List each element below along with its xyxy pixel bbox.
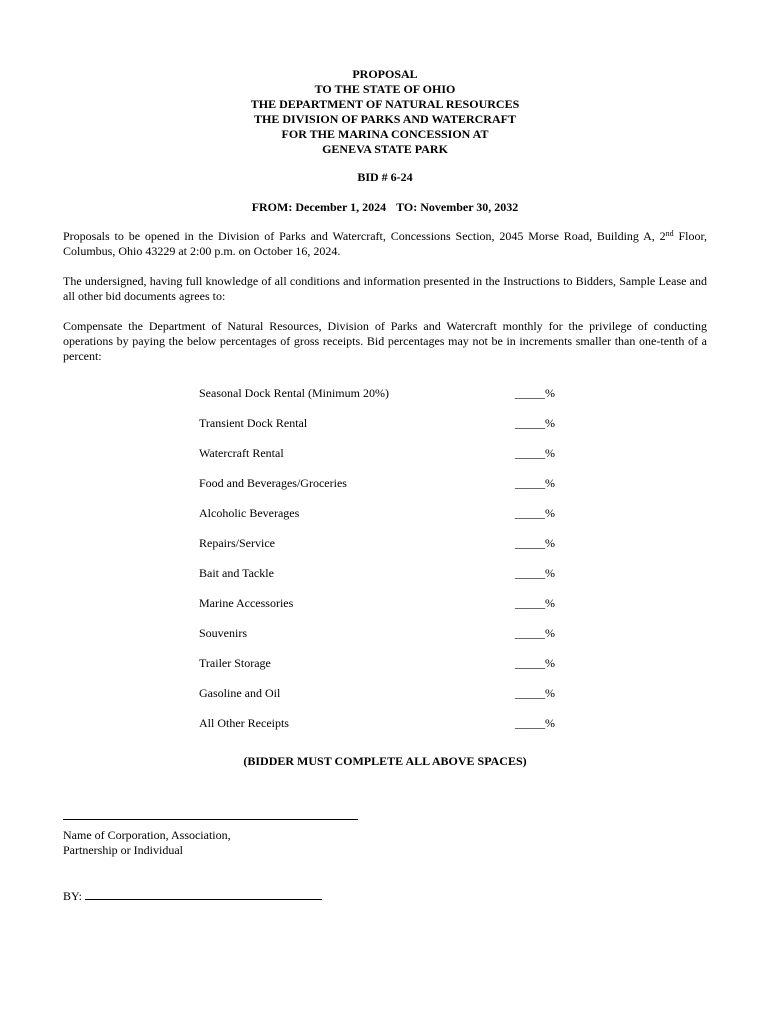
proposal-title	[0, 67, 770, 157]
rate-row	[199, 596, 579, 626]
rate-label: Repairs/Service	[199, 536, 275, 550]
rate-label: Seasonal Dock Rental (Minimum 20%)	[199, 386, 389, 400]
rate-blank-field[interactable]: _____%	[515, 596, 555, 610]
rate-row	[199, 566, 579, 596]
rate-row	[199, 656, 579, 686]
rate-row	[199, 446, 579, 476]
rate-row	[199, 476, 579, 506]
rate-blank-field[interactable]: _____%	[515, 566, 555, 580]
rate-blank-field[interactable]: _____%	[515, 446, 555, 460]
name-label-line2: Partnership or Individual	[63, 843, 183, 857]
rate-blank-field[interactable]: _____%	[515, 386, 555, 400]
rate-blank-field[interactable]: _____%	[515, 416, 555, 430]
title-line: PROPOSAL	[352, 67, 418, 81]
name-signature-label	[63, 828, 463, 858]
title-line: FOR THE MARINA CONCESSION AT	[281, 127, 489, 141]
rate-row	[199, 536, 579, 566]
title-line: THE DEPARTMENT OF NATURAL RESOURCES	[250, 97, 520, 111]
rate-blank-field[interactable]: _____%	[515, 536, 555, 550]
opening-text-pre: Proposals to be opened in the Division of Parks and Watercraft, Concessions Section, 2045 Morse Road, Building A, 2	[63, 229, 666, 243]
opening-text-post: Floor, Columbus, Ohio 43229 at 2:00 p.m. on October 16, 2024.	[63, 229, 707, 258]
rate-row	[199, 506, 579, 536]
rate-row	[199, 686, 579, 716]
rate-label: Transient Dock Rental	[199, 416, 308, 430]
rate-blank-field[interactable]: _____%	[515, 686, 555, 700]
rate-label: Souvenirs	[199, 626, 247, 640]
ordinal-suffix: nd	[665, 229, 674, 238]
rate-label: Gasoline and Oil	[199, 686, 281, 700]
rate-list	[199, 386, 579, 746]
by-signature-row	[63, 888, 363, 904]
rate-row	[199, 386, 579, 416]
by-label: BY:	[63, 889, 82, 903]
title-line: TO THE STATE OF OHIO	[314, 82, 456, 96]
compensate-paragraph: Compensate the Department of Natural Resources, Division of Parks and Watercraft monthly for the privilege of conducting operations by paying the below percentages of gross receipts. Bid percentages may not be in increments smaller than one-tenth of a percent:	[63, 319, 707, 363]
rate-label: Trailer Storage	[199, 656, 271, 670]
date-to: TO: November 30, 2032	[396, 200, 519, 214]
by-signature-line[interactable]	[85, 888, 322, 900]
rate-label: Bait and Tackle	[199, 566, 274, 580]
bid-number: BID # 6-24	[357, 170, 413, 184]
knowledge-paragraph: The undersigned, having full knowledge of all conditions and information presented in the Instructions to Bidders, Sample Lease and all other bid documents agrees to:	[63, 274, 707, 303]
rate-blank-field[interactable]: _____%	[515, 476, 555, 490]
rate-row	[199, 416, 579, 446]
rate-label: Watercraft Rental	[199, 446, 284, 460]
date-from: FROM: December 1, 2024	[251, 200, 387, 214]
name-signature-line[interactable]	[63, 818, 358, 820]
rate-label: All Other Receipts	[199, 716, 289, 730]
rate-label: Food and Beverages/Groceries	[199, 476, 347, 490]
title-line: THE DIVISION OF PARKS AND WATERCRAFT	[254, 112, 516, 126]
rate-label: Marine Accessories	[199, 596, 294, 610]
rate-blank-field[interactable]: _____%	[515, 716, 555, 730]
bidder-instruction: (BIDDER MUST COMPLETE ALL ABOVE SPACES)	[243, 754, 527, 768]
rate-blank-field[interactable]: _____%	[515, 656, 555, 670]
rate-label: Alcoholic Beverages	[199, 506, 300, 520]
name-label-line1: Name of Corporation, Association,	[63, 828, 231, 842]
rate-row	[199, 626, 579, 656]
rate-row	[199, 716, 579, 746]
rate-blank-field[interactable]: _____%	[515, 506, 555, 520]
opening-paragraph	[63, 229, 707, 259]
title-line: GENEVA STATE PARK	[322, 142, 448, 156]
rate-blank-field[interactable]: _____%	[515, 626, 555, 640]
date-range	[0, 200, 770, 215]
